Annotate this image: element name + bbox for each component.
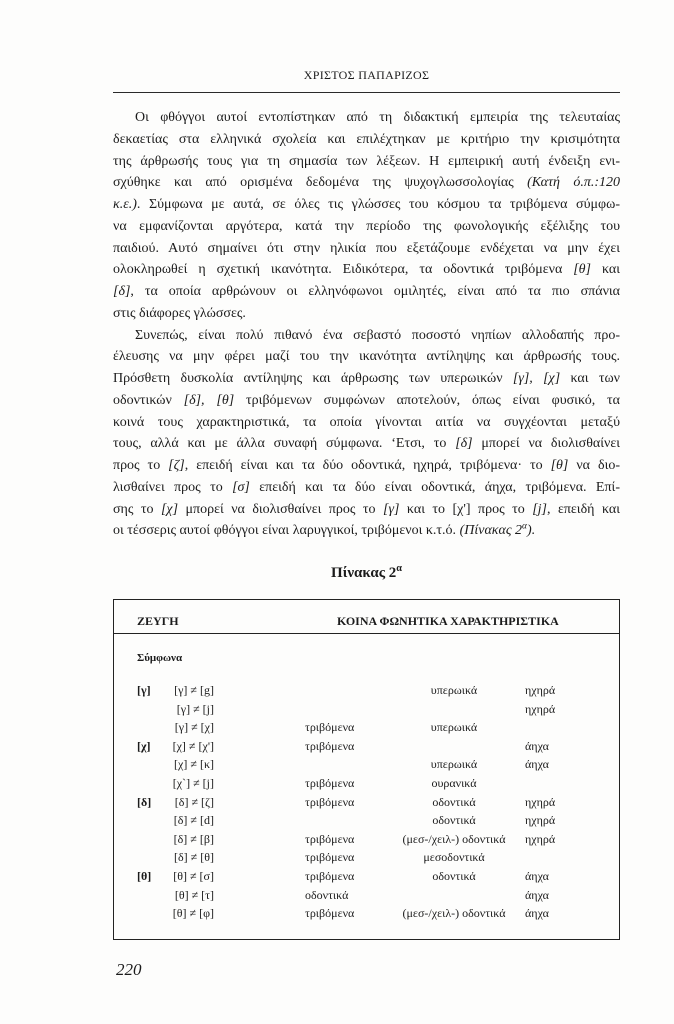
cell-pair: [χ] ≠ [κ] bbox=[174, 757, 214, 772]
text-run: σης το bbox=[113, 501, 161, 517]
text-line bbox=[113, 303, 620, 325]
text-run: τριβόμενων συμφώνων αποτελούν, όπως είναι φυσικό, τα bbox=[234, 392, 621, 408]
table-row bbox=[114, 830, 619, 849]
cell-manner: τριβόμενα bbox=[305, 720, 355, 735]
italic-run: ). bbox=[527, 523, 536, 539]
text-run: Συνεπώς, είναι πολύ πιθανό ένα σεβαστό ποσοστό νηπίων αλλοδαπής προ- bbox=[135, 327, 620, 343]
cell-pair: [δ] ≠ [θ] bbox=[174, 850, 214, 865]
text-run: κοινά τους χαρακτηριστικά, τα οποία γίνονται αιτία να συγχέονται μεταξύ bbox=[113, 414, 620, 430]
cell-pair: [δ] ≠ [β] bbox=[173, 831, 214, 846]
text-line bbox=[113, 151, 620, 173]
text-line bbox=[113, 455, 620, 477]
text-run: να διο- bbox=[568, 458, 620, 473]
table-row bbox=[114, 904, 619, 923]
table-row bbox=[114, 811, 619, 830]
cell-voicing: ηχηρά bbox=[525, 701, 556, 716]
table-row bbox=[114, 700, 619, 719]
body-text bbox=[113, 107, 620, 542]
table-caption bbox=[113, 563, 620, 583]
cell-pair: [θ] ≠ [σ] bbox=[173, 868, 214, 883]
text-line bbox=[113, 368, 620, 390]
cell-voicing: άηχα bbox=[525, 887, 549, 902]
cell-pair: [θ] ≠ [τ] bbox=[174, 887, 214, 902]
table-rows bbox=[114, 681, 619, 923]
cell-group: [δ] bbox=[137, 794, 152, 809]
cell-place: οδοντικά bbox=[432, 794, 476, 809]
text-line bbox=[113, 238, 620, 260]
cell-pair: [γ] ≠ [χ] bbox=[174, 720, 214, 735]
column-header-features: ΚΟΙΝΑ ΦΩΝΗΤΙΚΑ ΧΑΡΑΚΤΗΡΙΣΤΙΚΑ bbox=[337, 614, 559, 628]
text-line bbox=[113, 216, 620, 238]
text-line bbox=[113, 390, 620, 412]
text-run: τους, αλλά και με άλλα συναφή σύμφωνα. ‘Ετσι, το bbox=[113, 436, 456, 452]
italic-run: (Κατή ό.π.:120 bbox=[527, 175, 620, 191]
text-run: σχύθηκε και από ορισμένα δεδομένα της ψυχογλωσσολογίας bbox=[113, 175, 528, 191]
text-line bbox=[113, 172, 620, 194]
italic-run: α bbox=[522, 521, 528, 532]
paragraph bbox=[113, 325, 620, 543]
section-label: Σύμφωνα bbox=[137, 652, 183, 664]
italic-run: [δ] bbox=[455, 436, 473, 452]
header-divider bbox=[114, 633, 619, 634]
cell-manner: οδοντικά bbox=[305, 887, 349, 902]
italic-run: [δ], [θ] bbox=[183, 392, 235, 408]
cell-group: [θ] bbox=[137, 868, 152, 883]
table-row bbox=[114, 886, 619, 905]
italic-run: κ.ε.) bbox=[113, 197, 137, 212]
text-run: προς το bbox=[113, 458, 169, 473]
text-line bbox=[113, 433, 620, 455]
cell-manner: τριβόμενα bbox=[305, 906, 355, 921]
text-run: επειδή και τα δύο είναι οδοντικά, άηχα, τριβόμενα. Επί- bbox=[249, 479, 620, 495]
header-rule bbox=[113, 92, 620, 93]
cell-voicing: ηχηρά bbox=[525, 794, 556, 809]
cell-place: (μεσ-/χειλ-) οδοντικά bbox=[402, 906, 506, 921]
cell-manner: τριβόμενα bbox=[305, 775, 355, 790]
cell-place: ουρανικά bbox=[431, 775, 477, 790]
cell-place: οδοντικά bbox=[432, 868, 476, 883]
cell-place: υπερωικά bbox=[430, 757, 478, 772]
italic-run: [γ] bbox=[383, 501, 400, 517]
text-run: δεκαετίας στα ελληνικά σχολεία και επιλέχτηκαν με κριτήριο την κρισιμότητα bbox=[113, 131, 620, 147]
cell-place: υπερωικά bbox=[430, 683, 478, 697]
italic-run: [δ] bbox=[113, 284, 131, 299]
text-run: ολοκληρωθεί η σχετική ικανότητα. Ειδικότερα, τα οδοντικά τριβόμενα bbox=[113, 262, 574, 278]
cell-place: μεσοδοντικά bbox=[423, 850, 485, 865]
text-line bbox=[113, 499, 620, 521]
text-line bbox=[113, 412, 620, 434]
text-run: της άρθρωσής τους για τη σημασία των λέξεων. Η εμπειρική αυτή ένδειξη ενι- bbox=[113, 153, 620, 169]
cell-manner: τριβόμενα bbox=[305, 794, 355, 809]
cell-group: [γ] bbox=[137, 683, 151, 697]
text-run: , τα οποία αρθρώνουν οι ελληνόφωνοι ομιλητές, είναι από τα πιο σπάνια bbox=[130, 284, 620, 299]
text-run: στις διάφορες γλώσσες. bbox=[113, 305, 246, 321]
text-line bbox=[113, 107, 620, 129]
cell-voicing: άηχα bbox=[525, 757, 549, 772]
table-row bbox=[114, 681, 619, 700]
cell-pair: [δ] ≠ [d] bbox=[173, 813, 214, 828]
italic-run: (Πίνακας 2 bbox=[459, 523, 523, 539]
text-run: παιδιού. Αυτό σημαίνει ότι στην ηλικία που εξετάζουμε ενδέχεται να μην έχει bbox=[113, 240, 620, 256]
text-line bbox=[113, 325, 620, 347]
italic-run: [χ] bbox=[160, 501, 179, 517]
table-caption-text: Πίνακας 2 bbox=[331, 565, 397, 581]
cell-pair: [γ] ≠ [j] bbox=[176, 701, 214, 716]
cell-voicing: άηχα bbox=[525, 868, 549, 883]
cell-manner: τριβόμενα bbox=[305, 868, 355, 883]
table-row bbox=[114, 848, 619, 867]
table-caption-superscript: α bbox=[396, 563, 402, 574]
text-run: μπορεί να διολισθαίνει bbox=[472, 436, 621, 452]
cell-place: υπερωικά bbox=[430, 720, 478, 735]
table-row bbox=[114, 793, 619, 812]
cell-pair: [χ] ≠ [χ'] bbox=[172, 738, 214, 753]
cell-group: [χ] bbox=[137, 738, 151, 753]
text-run: , επειδή και bbox=[547, 501, 620, 517]
text-line bbox=[113, 259, 620, 281]
text-line bbox=[113, 129, 620, 151]
text-run: , επειδή είναι και τα δύο οδοντικά, ηχηρά, τριβόμενα· το bbox=[184, 458, 551, 473]
table-row bbox=[114, 737, 619, 756]
cell-pair: [δ] ≠ [ζ] bbox=[174, 794, 214, 809]
text-run: οι τέσσερις αυτοί φθόγγοι είναι λαρυγγικοί, τριβόμενοι κ.τ.ό. bbox=[113, 523, 460, 539]
cell-voicing: άηχα bbox=[525, 906, 549, 921]
text-run: έλευσης να μην φέρει μαζί του την ικανότητα αντίληψης και άρθρωσής τους. bbox=[113, 349, 620, 365]
text-run: οδοντικών bbox=[113, 392, 184, 408]
cell-voicing: ηχηρά bbox=[525, 831, 556, 846]
italic-run: [j] bbox=[532, 501, 548, 517]
cell-pair: [θ] ≠ [φ] bbox=[172, 906, 214, 921]
text-run: Πρόσθετη δυσκολία αντίληψης και άρθρωσης των υπερωικών bbox=[113, 371, 513, 386]
table-row bbox=[114, 867, 619, 886]
table-row bbox=[114, 774, 619, 793]
text-run: και bbox=[591, 262, 620, 278]
text-run: και των bbox=[560, 371, 620, 386]
cell-place: οδοντικά bbox=[432, 813, 476, 828]
text-line bbox=[113, 281, 620, 303]
cell-voicing: άηχα bbox=[525, 738, 549, 753]
text-run: και το [χ'] προς το bbox=[399, 501, 533, 517]
text-line bbox=[113, 477, 620, 499]
italic-run: [σ] bbox=[232, 479, 250, 495]
cell-place: (μεσ-/χειλ-) οδοντικά bbox=[402, 831, 506, 846]
italic-run: [γ], [χ] bbox=[512, 371, 561, 386]
text-line bbox=[113, 346, 620, 368]
cell-manner: τριβόμενα bbox=[305, 831, 355, 846]
paragraph bbox=[113, 107, 620, 325]
table-row bbox=[114, 755, 619, 774]
italic-run: [θ] bbox=[573, 262, 592, 278]
italic-run: [ζ] bbox=[168, 458, 185, 473]
cell-voicing: ηχηρά bbox=[525, 813, 556, 828]
cell-manner: τριβόμενα bbox=[305, 738, 355, 753]
text-run: . Σύμφωνα με αυτά, σε όλες τις γλώσσες του κόσμου τα τριβόμενα σύμφω- bbox=[136, 197, 620, 212]
text-run: μπορεί να διολισθαίνει προς το bbox=[178, 501, 384, 517]
running-head: ΧΡΙΣΤΟΣ ΠΑΠΑΡΙΖΟΣ bbox=[303, 68, 430, 82]
column-header-pairs: ΖΕΥΓΗ bbox=[137, 614, 179, 628]
phonetic-features-table bbox=[113, 599, 620, 940]
cell-pair: [γ] ≠ [g] bbox=[174, 683, 214, 697]
page-number: 220 bbox=[116, 960, 142, 979]
cell-voicing: ηχηρά bbox=[525, 683, 556, 697]
text-line bbox=[113, 520, 620, 542]
text-line bbox=[113, 194, 620, 216]
table-row bbox=[114, 718, 619, 737]
text-run: λισθαίνει προς το bbox=[113, 479, 233, 495]
text-run: Οι φθόγγοι αυτοί εντοπίστηκαν από τη διδακτική εμπειρία της τελευταίας bbox=[135, 110, 620, 125]
cell-manner: τριβόμενα bbox=[305, 850, 355, 865]
italic-run: [θ] bbox=[550, 458, 569, 473]
cell-pair: [χ`] ≠ [j] bbox=[172, 775, 214, 790]
text-run: να εμφανίζονται αργότερα, κατά την περίοδο της φωνολογικής εξέλιξης του bbox=[113, 218, 620, 234]
